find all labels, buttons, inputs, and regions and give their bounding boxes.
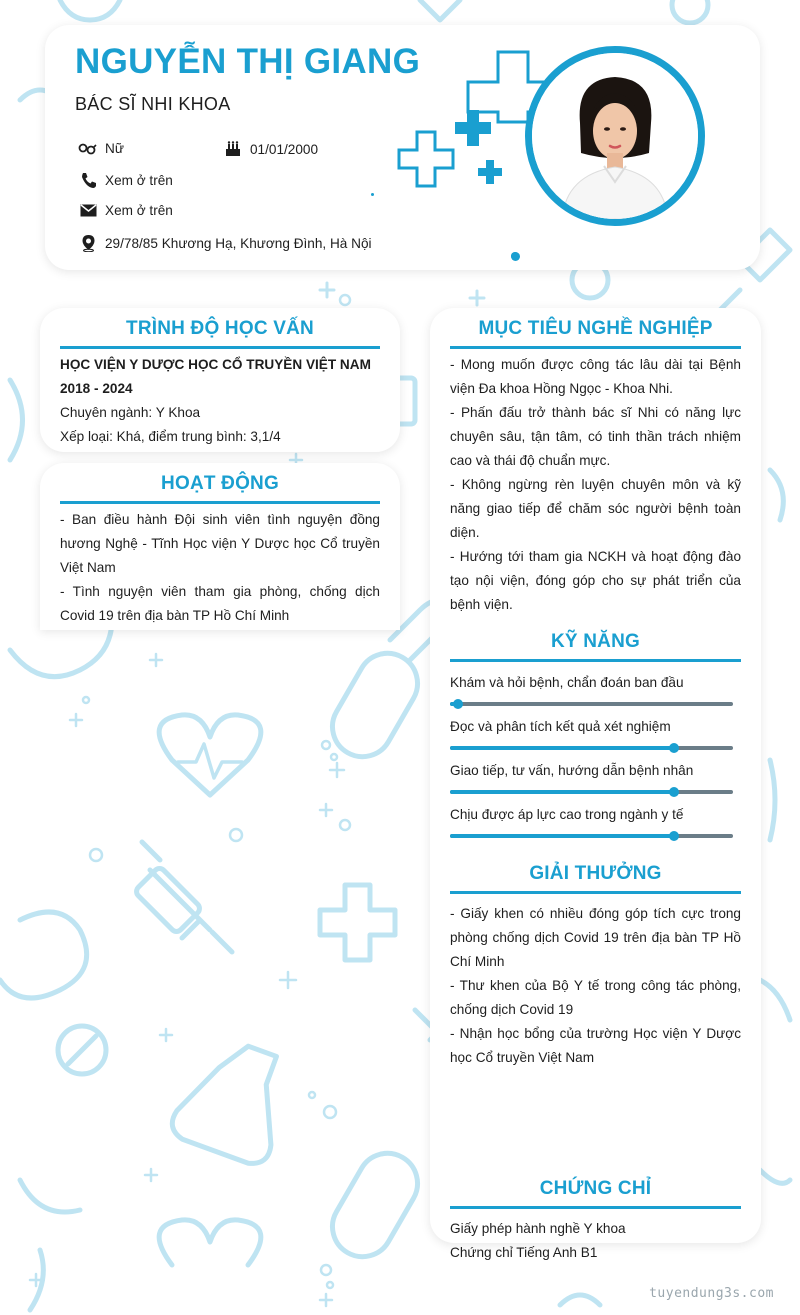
education-school: HỌC VIỆN Y DƯỢC HỌC CỔ TRUYỀN VIỆT NAM	[60, 357, 371, 372]
profile-photo	[525, 46, 705, 226]
skill-level-knob	[669, 743, 679, 753]
education-title: TRÌNH ĐỘ HỌC VẤN	[60, 318, 380, 349]
location-pin-icon	[80, 234, 97, 252]
address-row	[80, 234, 372, 252]
dot-decoration	[511, 252, 520, 261]
birthday-row	[224, 141, 318, 157]
certificate-item: Chứng chỉ Tiếng Anh B1	[450, 1245, 598, 1260]
skill-level-fill	[450, 834, 674, 838]
gender-row	[78, 141, 124, 156]
objective-item: - Phấn đấu trở thành bác sĩ Nhi có năng lực chuyên sâu, tận tâm, có tinh thần trách nhiệm cao và thái độ chuẩn mực.	[450, 405, 741, 468]
skill-level-bar	[450, 790, 733, 794]
right-column-card	[430, 308, 761, 1260]
phone-icon	[80, 172, 97, 189]
skills-title: KỸ NĂNG	[450, 631, 741, 662]
skill-level-knob	[453, 699, 463, 709]
gender-icon	[78, 142, 97, 156]
activity-item: - Tình nguyện viên tham gia phòng, chống dịch Covid 19 trên địa bàn TP Hồ Chí Minh	[60, 584, 380, 623]
skill-level-knob	[669, 831, 679, 841]
skill-label: Đọc và phân tích kết quả xét nghiệm	[450, 719, 671, 734]
birthday-value: 01/01/2000	[250, 141, 319, 157]
objective-item: - Không ngừng rèn luyện chuyên môn và kỹ năng giao tiếp để chăm sóc người bệnh toàn diện.	[450, 477, 741, 540]
phone-value: Xem ở trên	[105, 173, 173, 188]
objective-item: - Mong muốn được công tác lâu dài tại Bệnh viện Đa khoa Hồng Ngọc - Khoa Nhi.	[450, 357, 741, 396]
education-card	[40, 308, 400, 452]
awards-title: GIẢI THƯỞNG	[450, 863, 741, 894]
skill-level-bar	[450, 746, 733, 750]
address-value: 29/78/85 Khương Hạ, Khương Đình, Hà Nội	[105, 235, 372, 251]
skill-row	[450, 806, 741, 838]
objective-item: - Hướng tới tham gia NCKH và hoạt động đào tạo nội viện, đóng góp cho sự phát triển của bệnh viện.	[450, 549, 741, 612]
watermark-text: tuyendung3s.com	[649, 1286, 774, 1301]
education-years: 2018 - 2024	[60, 381, 133, 396]
skill-row	[450, 718, 741, 750]
objective-title: MỤC TIÊU NGHỀ NGHIỆP	[450, 318, 741, 349]
candidate-name: NGUYỄN THỊ GIANG	[75, 42, 421, 81]
skill-label: Chịu được áp lực cao trong ngành y tế	[450, 807, 684, 822]
skill-level-bar	[450, 702, 733, 706]
dot-decoration	[371, 193, 374, 196]
skill-label: Giao tiếp, tư vấn, hướng dẫn bệnh nhân	[450, 763, 694, 778]
activity-item: - Ban điều hành Đội sinh viên tình nguyện đồng hương Nghệ - Tĩnh Học viện Y Dược học Cổ truyền Việt Nam	[60, 512, 380, 575]
email-icon	[80, 204, 97, 217]
education-grade: Xếp loại: Khá, điểm trung bình: 3,1/4	[60, 429, 281, 444]
awards-list	[450, 902, 741, 1070]
award-item: - Giấy khen có nhiều đóng góp tích cực trong phòng chống dịch Covid 19 trên địa bàn TP Hồ Chí Minh	[450, 906, 741, 969]
skill-row	[450, 762, 741, 794]
birthday-cake-icon	[224, 141, 242, 157]
job-title: BÁC SĨ NHI KHOA	[75, 94, 231, 114]
certificates-list	[450, 1217, 741, 1265]
skill-level-fill	[450, 746, 674, 750]
gender-value: Nữ	[105, 141, 124, 156]
award-item: - Nhận học bổng của trường Học viện Y Dược học Cổ truyền Việt Nam	[450, 1026, 741, 1065]
objective-list	[450, 353, 741, 617]
skill-level-knob	[669, 787, 679, 797]
skill-level-bar	[450, 834, 733, 838]
avatar-illustration	[532, 53, 698, 219]
skill-level-fill	[450, 790, 674, 794]
skill-row	[450, 674, 741, 706]
skill-label: Khám và hỏi bệnh, chẩn đoán ban đầu	[450, 675, 684, 690]
certificates-title: CHỨNG CHỈ	[450, 1178, 741, 1209]
award-item: - Thư khen của Bộ Y tế trong công tác phòng, chống dịch Covid 19	[450, 978, 741, 1017]
phone-row	[80, 172, 173, 189]
email-value: Xem ở trên	[105, 203, 173, 218]
certificate-item: Giấy phép hành nghề Y khoa	[450, 1221, 626, 1236]
email-row	[80, 203, 173, 218]
activities-card	[40, 463, 400, 630]
activities-title: HOẠT ĐỘNG	[60, 473, 380, 504]
education-major: Chuyên ngành: Y Khoa	[60, 405, 201, 420]
skills-list	[450, 674, 741, 838]
